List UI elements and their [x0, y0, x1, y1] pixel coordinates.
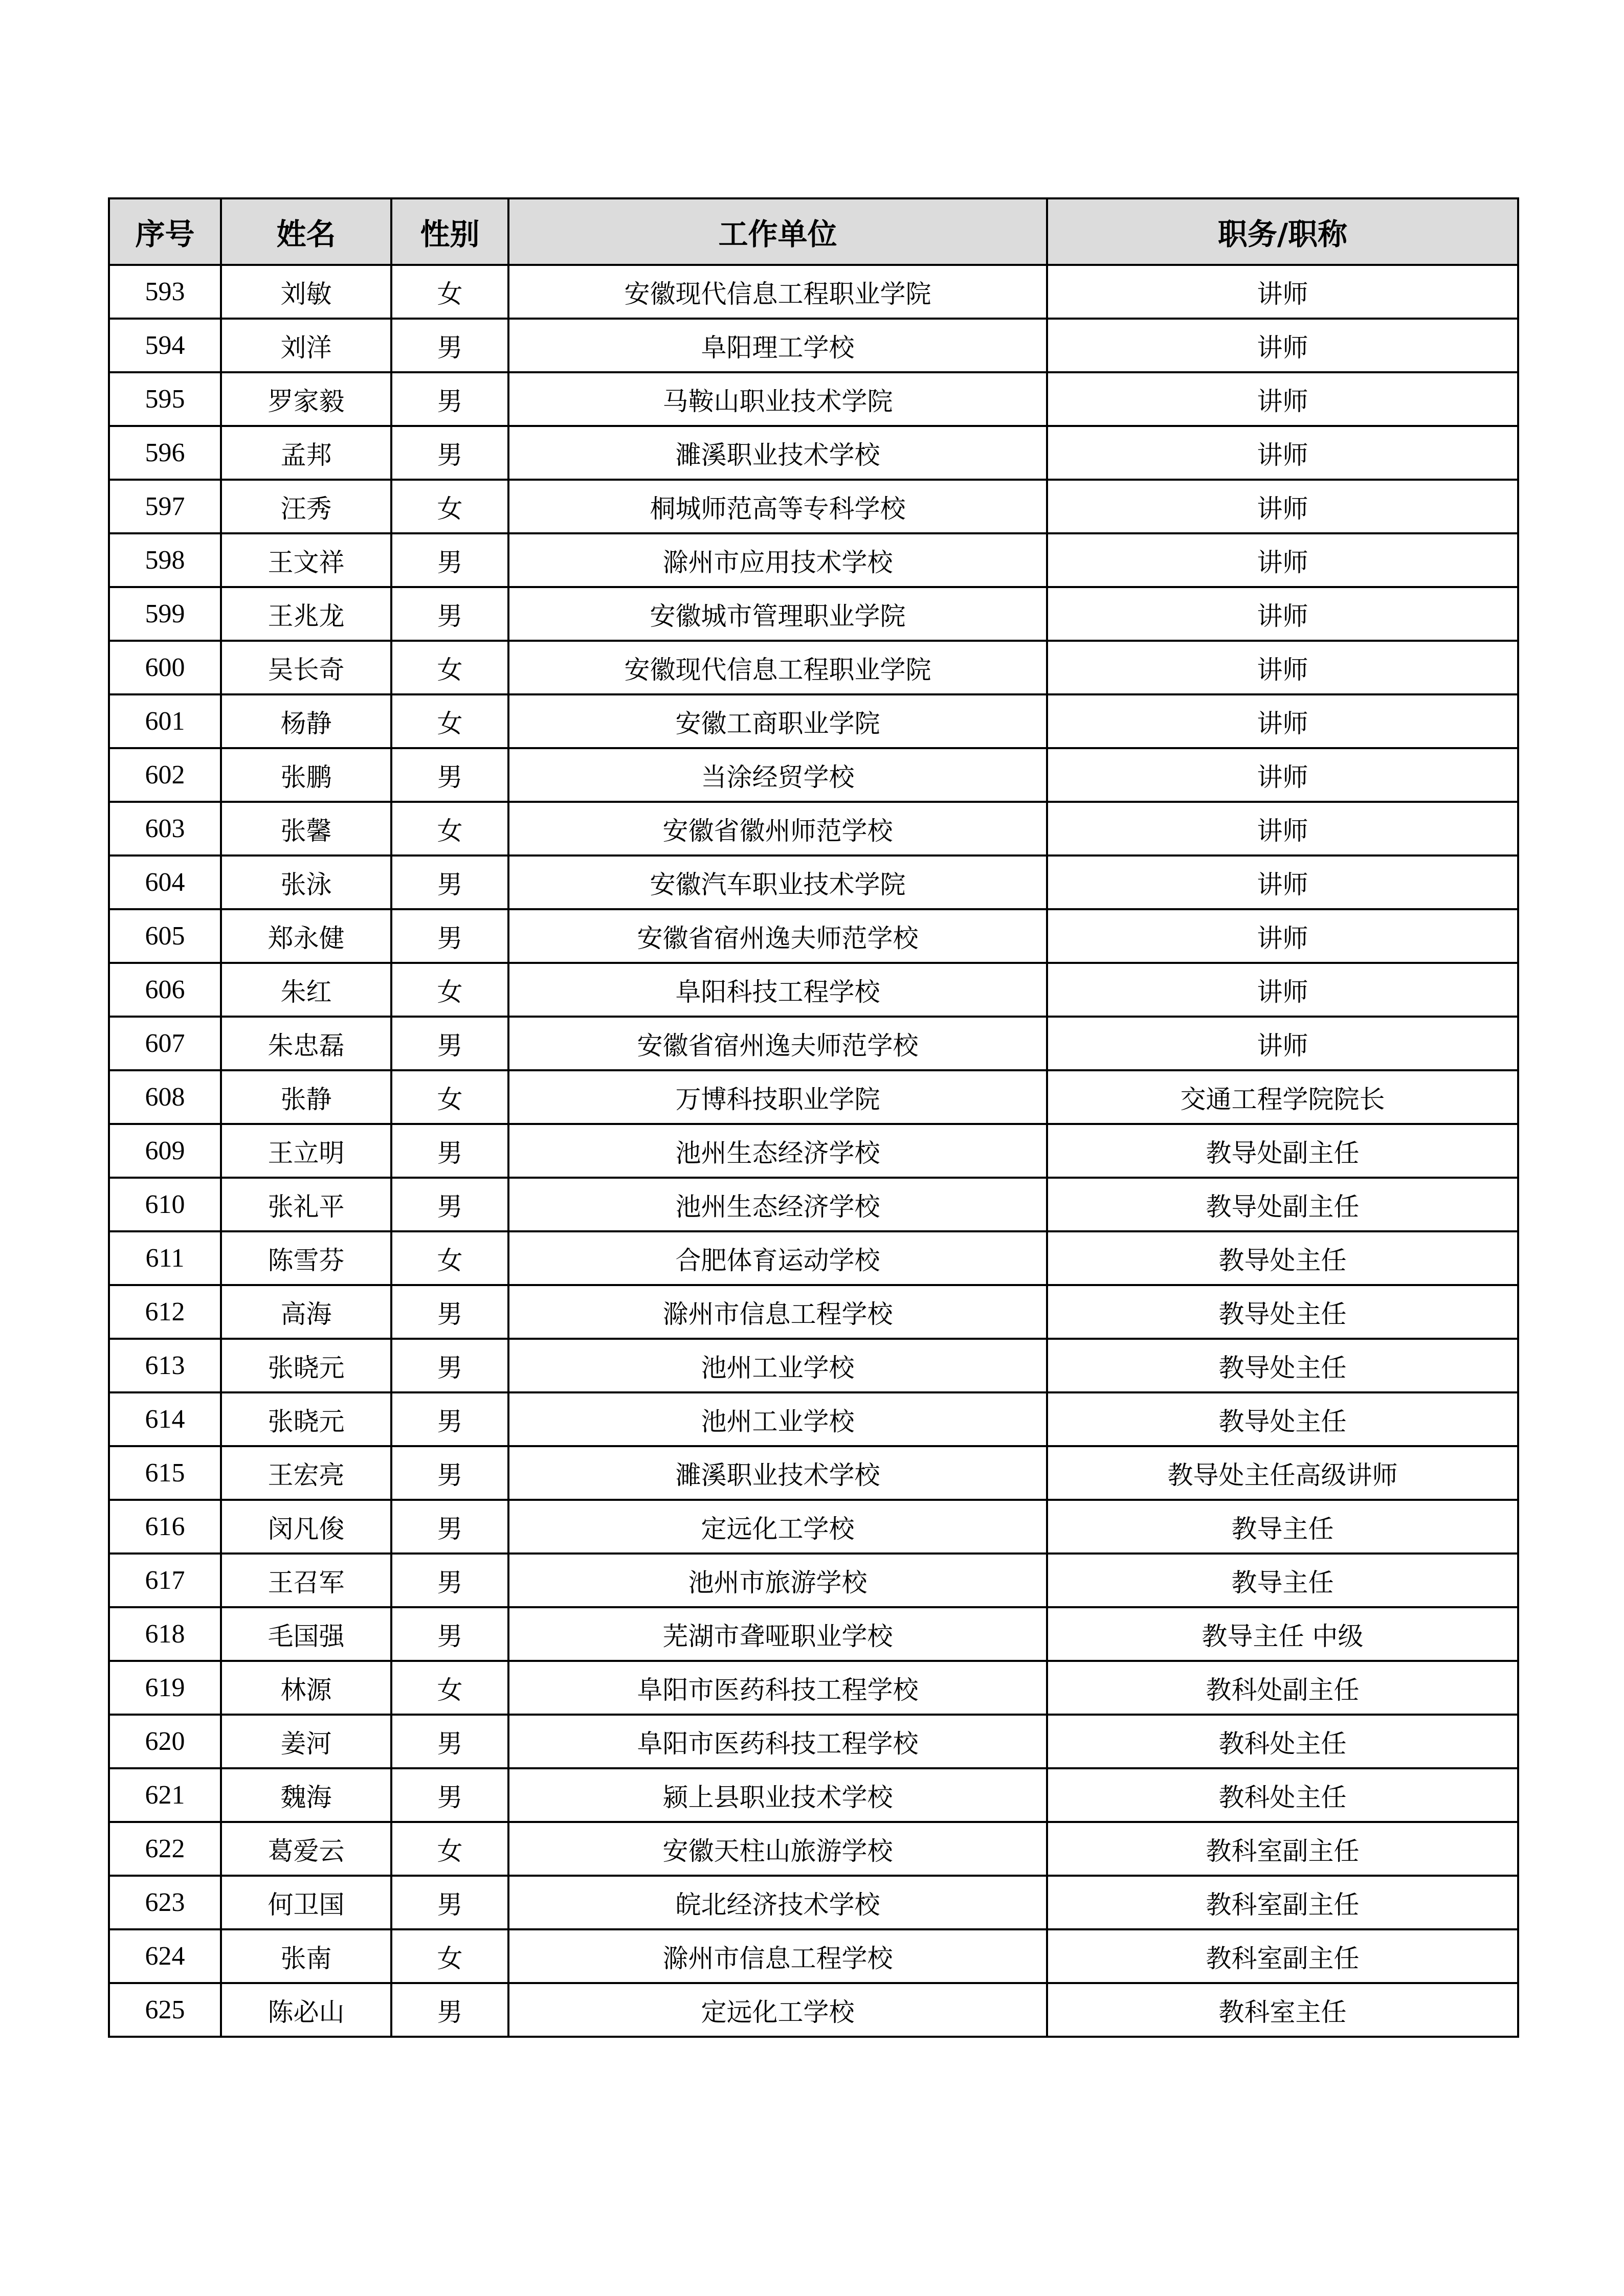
cell-serial-number: 593: [109, 265, 221, 319]
cell-gender: 女: [391, 1661, 508, 1715]
cell-position-title: 讲师: [1047, 372, 1518, 426]
table-row: [109, 480, 1518, 533]
cell-name: 王立明: [221, 1124, 391, 1178]
cell-position-title: 教导主任 中级: [1047, 1607, 1518, 1661]
table-row: [109, 533, 1518, 587]
cell-workplace: 当涂经贸学校: [508, 748, 1047, 802]
table-row: [109, 1983, 1518, 2037]
cell-workplace: 阜阳科技工程学校: [508, 963, 1047, 1017]
cell-serial-number: 616: [109, 1500, 221, 1554]
cell-gender: 男: [391, 1715, 508, 1768]
cell-serial-number: 598: [109, 533, 221, 587]
table-row: [109, 748, 1518, 802]
cell-position-title: 教导处主任: [1047, 1339, 1518, 1392]
header-position-title: 职务/职称: [1047, 198, 1518, 265]
cell-serial-number: 614: [109, 1392, 221, 1446]
table-row: [109, 372, 1518, 426]
table-row: [109, 1017, 1518, 1070]
cell-workplace: 安徽天柱山旅游学校: [508, 1822, 1047, 1876]
cell-position-title: 讲师: [1047, 802, 1518, 856]
cell-name: 刘敏: [221, 265, 391, 319]
cell-workplace: 濉溪职业技术学校: [508, 1446, 1047, 1500]
cell-serial-number: 604: [109, 856, 221, 909]
cell-name: 王召军: [221, 1554, 391, 1607]
cell-name: 朱红: [221, 963, 391, 1017]
cell-workplace: 濉溪职业技术学校: [508, 426, 1047, 480]
table-row: [109, 1500, 1518, 1554]
cell-position-title: 教导处主任: [1047, 1285, 1518, 1339]
table-row: [109, 802, 1518, 856]
cell-workplace: 皖北经济技术学校: [508, 1876, 1047, 1929]
cell-position-title: 教导处主任: [1047, 1231, 1518, 1285]
cell-workplace: 安徽工商职业学院: [508, 694, 1047, 748]
cell-gender: 女: [391, 1070, 508, 1124]
cell-serial-number: 620: [109, 1715, 221, 1768]
cell-position-title: 教科室副主任: [1047, 1876, 1518, 1929]
cell-gender: 女: [391, 1929, 508, 1983]
cell-workplace: 安徽汽车职业技术学院: [508, 856, 1047, 909]
cell-gender: 男: [391, 319, 508, 372]
cell-position-title: 教导处副主任: [1047, 1124, 1518, 1178]
cell-name: 林源: [221, 1661, 391, 1715]
table-row: [109, 963, 1518, 1017]
table-row: [109, 1392, 1518, 1446]
table-row: [109, 1715, 1518, 1768]
cell-serial-number: 603: [109, 802, 221, 856]
cell-workplace: 池州市旅游学校: [508, 1554, 1047, 1607]
cell-position-title: 讲师: [1047, 694, 1518, 748]
header-row: [109, 198, 1518, 265]
cell-position-title: 教科处副主任: [1047, 1661, 1518, 1715]
table-row: [109, 1285, 1518, 1339]
cell-position-title: 教导处主任高级讲师: [1047, 1446, 1518, 1500]
cell-position-title: 教导主任: [1047, 1554, 1518, 1607]
cell-position-title: 教导处主任: [1047, 1392, 1518, 1446]
table-row: [109, 587, 1518, 641]
table-row: [109, 1661, 1518, 1715]
cell-position-title: 讲师: [1047, 641, 1518, 694]
cell-workplace: 滁州市信息工程学校: [508, 1285, 1047, 1339]
cell-serial-number: 625: [109, 1983, 221, 2037]
cell-position-title: 教科室副主任: [1047, 1929, 1518, 1983]
cell-workplace: 万博科技职业学院: [508, 1070, 1047, 1124]
cell-position-title: 教科处主任: [1047, 1768, 1518, 1822]
header-gender: 性别: [391, 198, 508, 265]
cell-workplace: 定远化工学校: [508, 1500, 1047, 1554]
table-row: [109, 265, 1518, 319]
table-row: [109, 1929, 1518, 1983]
table-row: [109, 641, 1518, 694]
table-row: [109, 1876, 1518, 1929]
cell-gender: 男: [391, 1392, 508, 1446]
cell-workplace: 安徽省宿州逸夫师范学校: [508, 1017, 1047, 1070]
header-name: 姓名: [221, 198, 391, 265]
cell-name: 张泳: [221, 856, 391, 909]
table-row: [109, 909, 1518, 963]
cell-serial-number: 609: [109, 1124, 221, 1178]
table-row: [109, 426, 1518, 480]
cell-workplace: 阜阳理工学校: [508, 319, 1047, 372]
cell-gender: 男: [391, 856, 508, 909]
cell-name: 王宏亮: [221, 1446, 391, 1500]
cell-serial-number: 617: [109, 1554, 221, 1607]
cell-serial-number: 622: [109, 1822, 221, 1876]
cell-serial-number: 607: [109, 1017, 221, 1070]
cell-position-title: 教导主任: [1047, 1500, 1518, 1554]
header-workplace: 工作单位: [508, 198, 1047, 265]
cell-name: 张静: [221, 1070, 391, 1124]
cell-gender: 女: [391, 1231, 508, 1285]
cell-name: 朱忠磊: [221, 1017, 391, 1070]
cell-name: 张晓元: [221, 1392, 391, 1446]
cell-gender: 男: [391, 372, 508, 426]
cell-gender: 男: [391, 1124, 508, 1178]
table-row: [109, 1607, 1518, 1661]
cell-workplace: 池州工业学校: [508, 1339, 1047, 1392]
cell-serial-number: 615: [109, 1446, 221, 1500]
cell-name: 何卫国: [221, 1876, 391, 1929]
cell-serial-number: 595: [109, 372, 221, 426]
cell-position-title: 讲师: [1047, 856, 1518, 909]
cell-position-title: 讲师: [1047, 480, 1518, 533]
table-row: [109, 1822, 1518, 1876]
cell-serial-number: 605: [109, 909, 221, 963]
cell-gender: 女: [391, 265, 508, 319]
table-row: [109, 1554, 1518, 1607]
cell-serial-number: 612: [109, 1285, 221, 1339]
cell-gender: 男: [391, 1339, 508, 1392]
cell-workplace: 池州生态经济学校: [508, 1124, 1047, 1178]
table-row: [109, 1178, 1518, 1231]
cell-name: 葛爱云: [221, 1822, 391, 1876]
cell-serial-number: 619: [109, 1661, 221, 1715]
cell-position-title: 讲师: [1047, 909, 1518, 963]
cell-gender: 男: [391, 1876, 508, 1929]
cell-position-title: 教科室副主任: [1047, 1822, 1518, 1876]
cell-serial-number: 601: [109, 694, 221, 748]
cell-name: 陈必山: [221, 1983, 391, 2037]
cell-name: 罗家毅: [221, 372, 391, 426]
cell-gender: 男: [391, 1554, 508, 1607]
cell-name: 汪秀: [221, 480, 391, 533]
cell-serial-number: 621: [109, 1768, 221, 1822]
roster-table: [108, 197, 1519, 2038]
cell-position-title: 讲师: [1047, 426, 1518, 480]
cell-name: 毛国强: [221, 1607, 391, 1661]
cell-position-title: 讲师: [1047, 319, 1518, 372]
cell-workplace: 阜阳市医药科技工程学校: [508, 1661, 1047, 1715]
cell-workplace: 安徽省徽州师范学校: [508, 802, 1047, 856]
cell-serial-number: 602: [109, 748, 221, 802]
cell-name: 张南: [221, 1929, 391, 1983]
table-row: [109, 1070, 1518, 1124]
table-row: [109, 1231, 1518, 1285]
cell-name: 魏海: [221, 1768, 391, 1822]
cell-name: 张馨: [221, 802, 391, 856]
cell-position-title: 讲师: [1047, 533, 1518, 587]
cell-serial-number: 606: [109, 963, 221, 1017]
cell-workplace: 安徽现代信息工程职业学院: [508, 641, 1047, 694]
cell-serial-number: 594: [109, 319, 221, 372]
table-row: [109, 694, 1518, 748]
cell-name: 闵凡俊: [221, 1500, 391, 1554]
cell-name: 孟邦: [221, 426, 391, 480]
cell-workplace: 滁州市应用技术学校: [508, 533, 1047, 587]
cell-workplace: 芜湖市聋哑职业学校: [508, 1607, 1047, 1661]
cell-gender: 男: [391, 748, 508, 802]
cell-name: 张晓元: [221, 1339, 391, 1392]
table-row: [109, 856, 1518, 909]
cell-name: 陈雪芬: [221, 1231, 391, 1285]
cell-serial-number: 600: [109, 641, 221, 694]
cell-workplace: 滁州市信息工程学校: [508, 1929, 1047, 1983]
cell-workplace: 定远化工学校: [508, 1983, 1047, 2037]
cell-position-title: 讲师: [1047, 587, 1518, 641]
table-row: [109, 319, 1518, 372]
cell-serial-number: 613: [109, 1339, 221, 1392]
cell-workplace: 安徽现代信息工程职业学院: [508, 265, 1047, 319]
cell-gender: 女: [391, 641, 508, 694]
cell-gender: 男: [391, 426, 508, 480]
cell-serial-number: 596: [109, 426, 221, 480]
table-body: [109, 265, 1518, 2037]
cell-gender: 女: [391, 1822, 508, 1876]
cell-gender: 女: [391, 802, 508, 856]
table-row: [109, 1768, 1518, 1822]
cell-name: 杨静: [221, 694, 391, 748]
cell-gender: 男: [391, 1607, 508, 1661]
table-row: [109, 1124, 1518, 1178]
cell-workplace: 马鞍山职业技术学院: [508, 372, 1047, 426]
cell-serial-number: 611: [109, 1231, 221, 1285]
cell-gender: 男: [391, 533, 508, 587]
cell-serial-number: 623: [109, 1876, 221, 1929]
cell-workplace: 阜阳市医药科技工程学校: [508, 1715, 1047, 1768]
cell-name: 姜河: [221, 1715, 391, 1768]
cell-gender: 男: [391, 1178, 508, 1231]
table-row: [109, 1339, 1518, 1392]
cell-name: 刘洋: [221, 319, 391, 372]
cell-workplace: 合肥体育运动学校: [508, 1231, 1047, 1285]
cell-gender: 男: [391, 587, 508, 641]
cell-position-title: 讲师: [1047, 748, 1518, 802]
table-row: [109, 1446, 1518, 1500]
cell-gender: 男: [391, 1017, 508, 1070]
cell-gender: 男: [391, 1768, 508, 1822]
cell-position-title: 教科室主任: [1047, 1983, 1518, 2037]
cell-serial-number: 608: [109, 1070, 221, 1124]
cell-name: 吴长奇: [221, 641, 391, 694]
cell-name: 张鹏: [221, 748, 391, 802]
cell-serial-number: 597: [109, 480, 221, 533]
cell-workplace: 池州工业学校: [508, 1392, 1047, 1446]
cell-serial-number: 618: [109, 1607, 221, 1661]
cell-gender: 女: [391, 694, 508, 748]
cell-name: 王兆龙: [221, 587, 391, 641]
cell-serial-number: 599: [109, 587, 221, 641]
cell-position-title: 讲师: [1047, 1017, 1518, 1070]
cell-position-title: 教导处副主任: [1047, 1178, 1518, 1231]
cell-workplace: 安徽省宿州逸夫师范学校: [508, 909, 1047, 963]
cell-gender: 女: [391, 480, 508, 533]
cell-position-title: 交通工程学院院长: [1047, 1070, 1518, 1124]
cell-gender: 男: [391, 1446, 508, 1500]
cell-gender: 男: [391, 1983, 508, 2037]
cell-workplace: 桐城师范高等专科学校: [508, 480, 1047, 533]
cell-gender: 男: [391, 1285, 508, 1339]
cell-name: 张礼平: [221, 1178, 391, 1231]
cell-position-title: 教科处主任: [1047, 1715, 1518, 1768]
header-serial-number: 序号: [109, 198, 221, 265]
cell-name: 郑永健: [221, 909, 391, 963]
cell-serial-number: 610: [109, 1178, 221, 1231]
cell-workplace: 安徽城市管理职业学院: [508, 587, 1047, 641]
cell-serial-number: 624: [109, 1929, 221, 1983]
cell-gender: 男: [391, 909, 508, 963]
cell-name: 王文祥: [221, 533, 391, 587]
cell-name: 高海: [221, 1285, 391, 1339]
cell-position-title: 讲师: [1047, 265, 1518, 319]
cell-gender: 女: [391, 963, 508, 1017]
table-header: [109, 198, 1518, 265]
cell-position-title: 讲师: [1047, 963, 1518, 1017]
cell-workplace: 颍上县职业技术学校: [508, 1768, 1047, 1822]
cell-workplace: 池州生态经济学校: [508, 1178, 1047, 1231]
cell-gender: 男: [391, 1500, 508, 1554]
